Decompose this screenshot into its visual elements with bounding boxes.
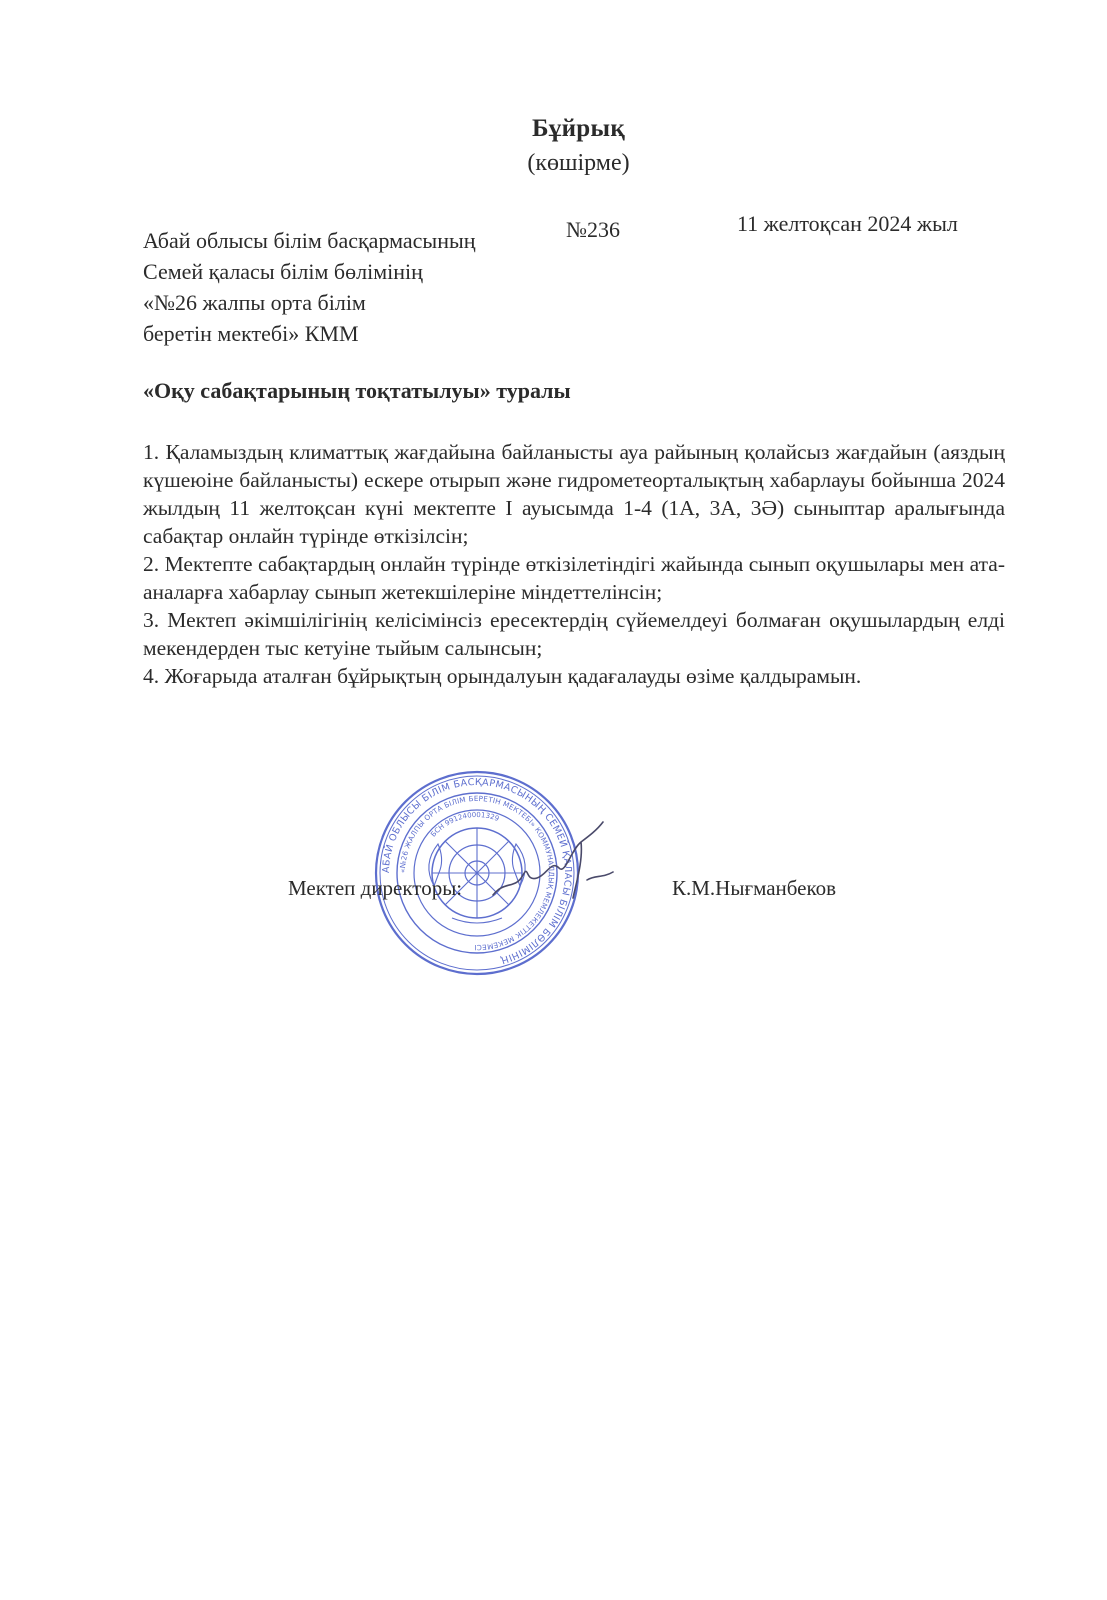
order-paragraph: 1. Қаламыздың климаттық жағдайына байланысты ауа райының қолайсыз жағдайын (аяздың күшеюіне байланысты) ескере отырып және гидрометеорталықтың хабарлауы бойынша 2024 жылдың 11 желтоқсан күні мектепте I ауысымда 1-4 (1А, 3А, 3Ә) сыныптар аралығында сабақтар онлайн түрінде өткізілсін; <box>143 440 1005 548</box>
handwritten-signature-icon <box>485 820 625 910</box>
seal-inner-text: «№26 ЖАЛПЫ ОРТА БІЛІМ БЕРЕТІН МЕКТЕБІ» КОММУНАЛДЫҚ МЕМЛЕКЕТТІК МЕКЕМЕСІ <box>397 793 557 953</box>
order-paragraph: 4. Жоғарыда аталған бұйрықтың орындалуын қадағалауды өзіме қалдырамын. <box>143 664 862 688</box>
order-date: 11 желтоқсан 2024 жыл <box>737 211 958 236</box>
order-paragraph: 2. Мектепте сабақтардың онлайн түрінде өткізілетіндігі жайында сынып оқушылары мен ата-аналарға хабарлау сынып жетекшілеріне міндеттелінсін; <box>143 552 1005 604</box>
signatory-position: Мектеп директоры: <box>288 876 463 900</box>
order-subject: «Оқу сабақтарының тоқтатылуы» туралы <box>143 378 571 403</box>
organization-line: Семей қаласы білім бөлімінің <box>143 259 423 284</box>
seal-bin-text: БСН 991240001329 <box>429 810 501 839</box>
signatory-name: К.М.Нығманбеков <box>672 876 837 900</box>
organization-line: беретін мектебі» КММ <box>143 321 359 346</box>
organization-line: «№26 жалпы орта білім <box>143 290 366 315</box>
document-subtitle: (көшірме) <box>527 150 630 176</box>
order-paragraph: 3. Мектеп әкімшілігінің келісімінсіз ересектердің сүйемелдеуі болмаған оқушылардың елді мекендерден тыс кетуіне тыйым салынсын; <box>143 608 1005 660</box>
order-number: №236 <box>566 217 620 242</box>
document-title: Бұйрық <box>531 115 626 142</box>
organization-block <box>143 225 476 349</box>
order-body <box>143 438 1005 690</box>
organization-line: Абай облысы білім басқармасының <box>143 228 476 253</box>
seal-outer-text: АБАЙ ОБЛЫСЫ БІЛІМ БАСҚАРМАСЫНЫҢ СЕМЕЙ ҚАЛАСЫ БІЛІМ БӨЛІМІНІҢ <box>380 776 574 966</box>
